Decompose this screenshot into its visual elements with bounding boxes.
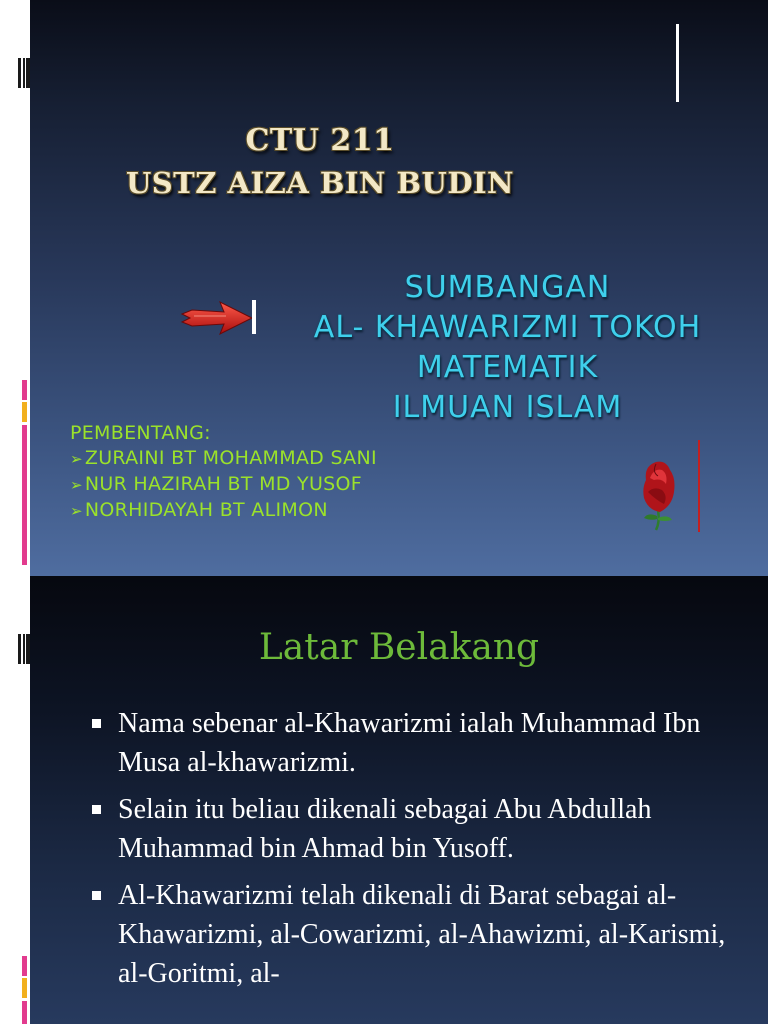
list-item-text: Nama sebenar al-Khawarizmi ialah Muhammad Ibn Musa al-khawarizmi. [118,708,701,778]
square-bullet-icon [92,891,101,900]
topic-line: MATEMATIK [416,350,599,385]
list-item [92,704,732,782]
background-slide [30,576,768,1024]
course-info [30,120,610,204]
film-marker [18,58,30,88]
topic-line: ILMUAN ISLAM [392,390,623,425]
color-bar [22,1001,27,1024]
lecturer-name: USTZ AIZA BIN BUDIN [125,166,515,200]
title-slide [30,0,768,576]
square-bullet-icon [92,805,101,814]
presenter-item: ➢ ZURAINI BT MOHAMMAD SANI [70,446,377,472]
red-arrow-icon [180,300,254,336]
color-bar [22,978,27,998]
square-bullet-icon [92,719,101,728]
list-item [92,790,732,868]
film-marker [18,634,30,664]
color-bar [22,402,27,422]
list-item-text: Al-Khawarizmi telah dikenali di Barat sebagai al-Khawarizmi, al-Cowarizmi, al-Ahawizmi, al-Karismi, al-Goritmi, al- [118,880,726,989]
red-rose-icon [636,458,686,532]
color-bar [22,956,27,976]
left-strip-bottom [0,576,30,1024]
color-bar [22,425,27,565]
left-strip-top [0,0,30,576]
course-code: CTU 211 [245,123,395,158]
bullet-list [92,704,732,1001]
arrow-end-bar [252,300,256,334]
color-bar [22,380,27,400]
presenter-item: ➢ NUR HAZIRAH BT MD YUSOF [70,472,377,498]
presenters-list [70,421,377,524]
presenters-label: PEMBENTANG: [70,422,211,444]
topic-title [280,268,735,428]
topic-line: AL- KHAWARIZMI TOKOH [313,310,702,345]
presenter-item: ➢ NORHIDAYAH BT ALIMON [70,498,377,524]
list-item-text: Selain itu beliau dikenali sebagai Abu Abdullah Muhammad bin Ahmad bin Yusoff. [118,794,652,864]
red-accent-line [698,440,700,532]
vertical-accent-line [676,24,679,102]
list-item [92,876,732,993]
topic-line: SUMBANGAN [404,270,611,305]
slide-heading: Latar Belakang [258,627,540,668]
